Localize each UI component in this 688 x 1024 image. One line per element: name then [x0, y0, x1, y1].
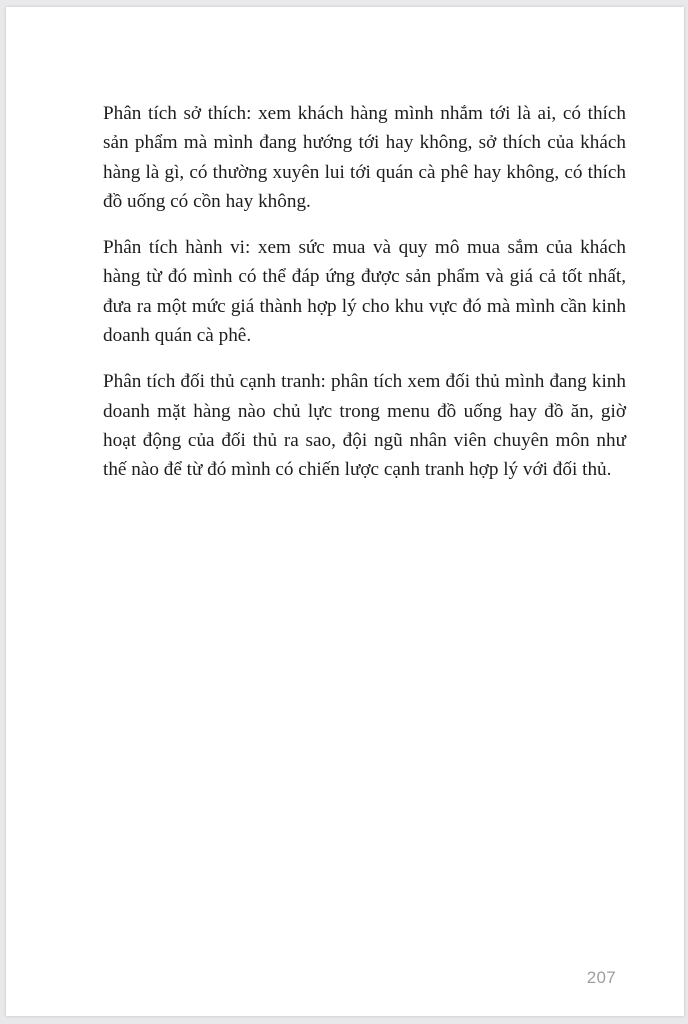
paragraph-behavior-analysis: Phân tích hành vi: xem sức mua và quy mô mua sắm của khách hàng từ đó mình có thể đáp ứng được sản phẩm và giá cả tốt nhất, đưa ra một mức giá thành hợp lý cho khu vực đó mà mình cần kinh doanh quán cà phê.	[103, 237, 626, 347]
paragraph-competitor-analysis: Phân tích đối thủ cạnh tranh: phân tích xem đối thủ mình đang kinh doanh mặt hàng nào chủ lực trong menu đồ uống hay đồ ăn, giờ hoạt động của đối thủ ra sao, đội ngũ nhân viên chuyên môn như thế nào để từ đó mình có chiến lược cạnh tranh hợp lý với đối thủ.	[103, 371, 626, 481]
book-page	[6, 7, 684, 1016]
page-number: 207	[586, 968, 616, 987]
paragraph-preference-analysis: Phân tích sở thích: xem khách hàng mình nhắm tới là ai, có thích sản phẩm mà mình đang hướng tới hay không, sở thích của khách hàng là gì, có thường xuyên lui tới quán cà phê hay không, có thích đồ uống có cồn hay không.	[103, 103, 626, 212]
page-body	[103, 99, 626, 502]
